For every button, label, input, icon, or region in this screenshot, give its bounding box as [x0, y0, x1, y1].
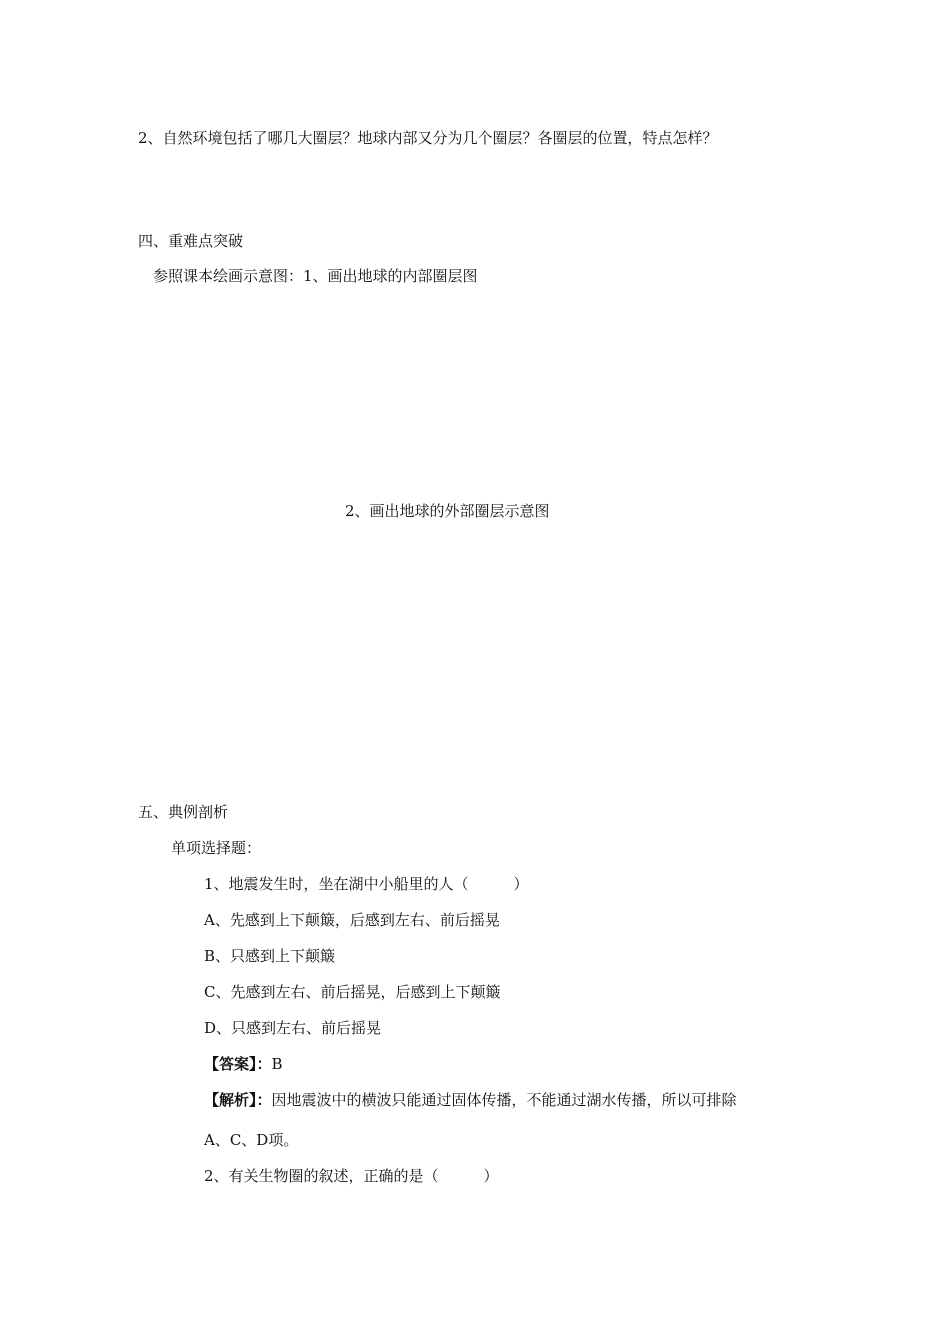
q1-option-b: B、只感到上下颠簸	[204, 947, 336, 965]
section-4-heading: 四、重难点突破	[138, 232, 244, 250]
answer-label: 【答案】：	[204, 1055, 272, 1073]
q1-stem: 1、地震发生时，坐在湖中小船里的人（ ）	[204, 875, 529, 893]
q1-option-a: A、先感到上下颠簸，后感到左右、前后摇晃	[204, 911, 500, 929]
q1-answer	[204, 1054, 283, 1074]
analysis-label: 【解析】：	[204, 1091, 272, 1109]
section-5-heading: 五、典例剖析	[138, 803, 229, 821]
drawing-task-2: 2、画出地球的外部圈层示意图	[345, 502, 550, 520]
q2-stem: 2、有关生物圈的叙述，正确的是（ ）	[204, 1167, 499, 1185]
drawing-task-1: 参照课本绘画示意图：1、画出地球的内部圈层图	[153, 267, 478, 285]
analysis-text: 因地震波中的横波只能通过固体传播，不能通过湖水传播，所以可排除	[271, 1091, 737, 1109]
q1-analysis-cont: A、C、D项。	[204, 1131, 299, 1149]
section-5-subheading: 单项选择题：	[171, 839, 262, 857]
answer-value: B	[271, 1055, 283, 1073]
q1-option-c: C、先感到左右、前后摇晃，后感到上下颠簸	[204, 983, 501, 1001]
question-2: 2、自然环境包括了哪几大圈层？地球内部又分为几个圈层？各圈层的位置，特点怎样？	[138, 129, 718, 147]
q1-option-d: D、只感到左右、前后摇晃	[204, 1019, 382, 1037]
q1-analysis	[204, 1090, 737, 1110]
